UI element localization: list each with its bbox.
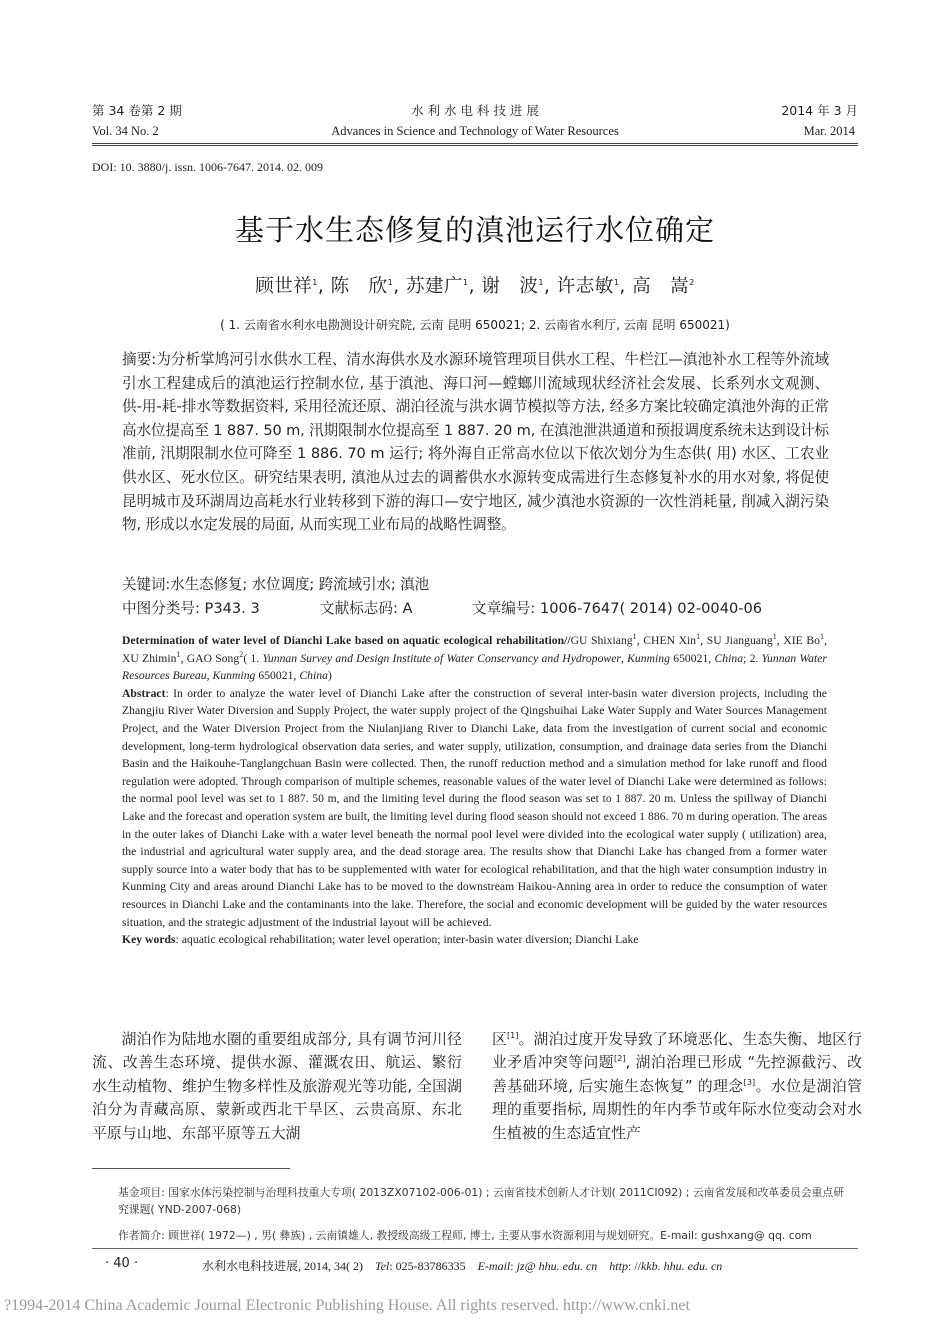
author-affiliation-mark: 1 (387, 277, 394, 287)
english-title-block (122, 632, 827, 685)
keywords-cn (122, 573, 829, 597)
abstract-cn-label: 摘要: (122, 351, 157, 368)
body-column-left: 湖泊作为陆地水圈的重要组成部分, 具有调节河川径流、改善生态环境、提供水源、灌溉农田、航运、繁衍水生动植物、维护生物多样性及旅游观光等功能, 全国湖泊分为青藏高原、蒙新或西北干旱区、云贵高原、东北平原与山地、东部平原等五大湖 (92, 1031, 462, 1142)
author-affiliation-mark: 2 (689, 277, 695, 287)
article-number: 文章编号: 1006-7647( 2014) 02-0040-06 (472, 600, 763, 617)
author-name: 顾世祥 (255, 276, 313, 297)
english-abstract-block (122, 632, 827, 949)
doi: DOI: 10. 3880/j. issn. 1006-7647. 2014. 02. 009 (92, 160, 323, 174)
cnki-watermark: ?1994-2014 China Academic Journal Electronic Publishing House. All rights reserved. http://www.cnki.net (4, 1297, 690, 1314)
page-number: · 40 · (105, 1256, 139, 1271)
date-cn: 2014 年 3 月 (781, 103, 858, 118)
author-affiliation-mark: 1 (538, 277, 544, 287)
header-rule (92, 143, 858, 144)
body-column-right: 区[1]。湖泊过度开发导致了环境恶化、生态失衡、地区行业矛盾冲突等问题[2], 湖泊治理已形成 “先控源截污、改善基础环境, 后实施生态恢复” 的理念[3]。水位是湖泊管理的重要指标, 周期性的年内季节或年际水位变动会对水生植被的生态适宜性产 (492, 1031, 862, 1142)
author-name: 苏建广 (406, 276, 464, 297)
author-affiliation-mark: 1 (463, 277, 469, 287)
affiliations: ( 1. 云南省水利水电勘测设计研究院, 云南 昆明 650021; 2. 云南省水利厅, 云南 昆明 650021) (220, 318, 730, 332)
abstract-cn-text: 为分析掌鸠河引水供水工程、清水海供水及水源环境管理项目供水工程、牛栏江—滇池补水工程等外流域引水工程建成后的滇池运行控制水位, 基于滇池、海口河—螳螂川流域现状经济社会发展、长系列水文观测、供-用-耗-排水等数据资料, 采用径流还原、湖泊径流与洪水调节模拟等方法, 经多方案比较确定滇池外海的正常高水位提高至 1 887. 50 m, 汛期限制水位提高至 1 887. 20 m, 在滇池泄洪通道和预报调度系统未达到设计标准前, 汛期限制水位可降至 1 886. 70 m 运行; 将外海自正常高水位以下依次划分为生态供( 用) 水区、工农业供水区、死水位区。研究结果表明, 滇池从过去的调蓄供水水源转变成需进行生态修复补水的用水对象, 将促使昆明城市及环湖周边高耗水行业转移到下游的海口—安宁地区, 减少滇池水资源的一次性消耗量, 削减入湖污染物, 形成以水定发展的局面, 从而实现工业布局的战略性调整。 (122, 351, 829, 534)
english-title: Determination of water level of Dianchi Lake based on aquatic ecological rehabilitation// (122, 634, 571, 647)
english-authors: GU Shixiang$^1$, CHEN Xin$^1$, SU Jianguang$^1$, XIE Bo$^1$, XU Zhimin$^1$, GAO Song$^2$( 1. Yunnan Survey and Design Institute of Water Conservancy and Hydropower, Kunming 650021, China; 2. Yunnan Water Resources Bureau, Kunming 650021, China) (122, 632, 828, 683)
issue-en: Vol. 34 No. 2 (92, 124, 159, 138)
paper-title: 基于水生态修复的滇池运行水位确定 (234, 213, 715, 247)
author-name: 谢 波 (481, 276, 539, 297)
footnote-rule (92, 1168, 290, 1169)
issue-cn: 第 34 卷第 2 期 (92, 103, 182, 118)
author-footnote: 作者简介: 顾世祥( 1972—) , 男( 彝族) , 云南镇雄人, 教授级高级工程师, 博士, 主要从事水资源利用与规划研究。E-mail: gushxang@ qq. com (118, 1229, 812, 1242)
author-list: 顾世祥$^1$, 陈 欣$^1$, 苏建广$^1$, 谢 波$^1$, 许志敏$^1$, 高 嵩$^2$ (255, 276, 695, 297)
abstract-cn (122, 348, 829, 537)
english-keywords-text: : aquatic ecological rehabilitation; water level operation; inter-basin water diversion; Dianchi Lake (175, 933, 639, 947)
keywords-cn-text: 水生态修复; 水位调度; 跨流域引水; 滇池 (170, 576, 429, 593)
english-abstract-text: : In order to analyze the water level of Dianchi Lake after the construction of several inter-basin water diversion projects, including the Zhangjiu River Water Diversion and Supply Project, the water supply project of the Qingshuihai Lake Water Supply and Water Sources Management Project, and the Water Diversion Project from the Niulanjiang River to Dianchi Lake, data from the investigation of current social and economic development, long-term hydrological observation data series, and water supply, utilization, consumption, and drainage data series from the Dianchi Basin and the Haikouhe-Tanglangchuan Basin were collected. Then, the runoff reduction method and a simulation method for lake runoff and flood regulation were adopted. Through comparison of multiple schemes, reasonable values of the water level of Dianchi Lake were determined as follows: the normal pool level was set to 1 887. 50 m, and the limiting level during the flood season was set to 1 887. 20 m. Unless the spillway of Dianchi Lake and the forecast and operation system are built, the limiting level during flood season should not exceed 1 886. 70 m during operation. The areas in the outer lakes of Dianchi Lake with a water level beneath the normal pool level were divided into the ecological water supply ( utilization) area, the industrial and agricultural water supply area, and the dead storage area. The results show that Dianchi Lake has changed from a former water supply source into a water body that has to be supplemented with water for ecological rehabilitation, and that the high water consumption industry in Kunming City and areas around Dianchi Lake has to be moved to the downstream Haikou-Anning area in order to reduce the consumption of water resources in Dianchi Lake and the contaminants into the lake. Therefore, the social and economic development will be guided by the water resources situation, and the strategic adjustment of the industrial layout will be achieved. (122, 686, 827, 929)
english-keywords-label: Key words (122, 933, 176, 947)
author-name: 陈 欣 (330, 276, 388, 297)
author-name: 许志敏 (556, 276, 614, 297)
funding-footnote: 基金项目: 国家水体污染控制与治理科技重大专项( 2013ZX07102-006-01) ; 云南省技术创新人才计划( 2011CI092) ; 云南省发展和改革委员会重点研究课题( YND-2007-068) (118, 1186, 845, 1216)
author-affiliation-mark: 1 (312, 277, 318, 287)
journal-cn: 水 利 水 电 科 技 进 展 (411, 103, 539, 118)
english-abstract (122, 685, 827, 931)
document-code: 文献标志码: A (320, 600, 413, 617)
author-name: 高 嵩 (632, 276, 690, 297)
date-en: Mar. 2014 (803, 124, 855, 138)
keywords-cn-label: 关键词: (122, 576, 171, 593)
header-rule-2 (92, 145, 858, 146)
footer-journal-info: 水利水电科技进展, 2014, 34( 2) Tel: 025-83786335 E-mail: jz@ hhu. edu. cn http: //kkb. hhu. edu. cn (202, 1259, 723, 1273)
footer-rule (92, 1248, 858, 1249)
clc-number: 中图分类号: P343. 3 (122, 600, 260, 617)
journal-en: Advances in Science and Technology of Water Resources (331, 124, 619, 138)
author-affiliation-mark: 1 (613, 277, 620, 287)
english-abstract-label: Abstract (122, 686, 166, 700)
english-keywords (122, 931, 827, 949)
